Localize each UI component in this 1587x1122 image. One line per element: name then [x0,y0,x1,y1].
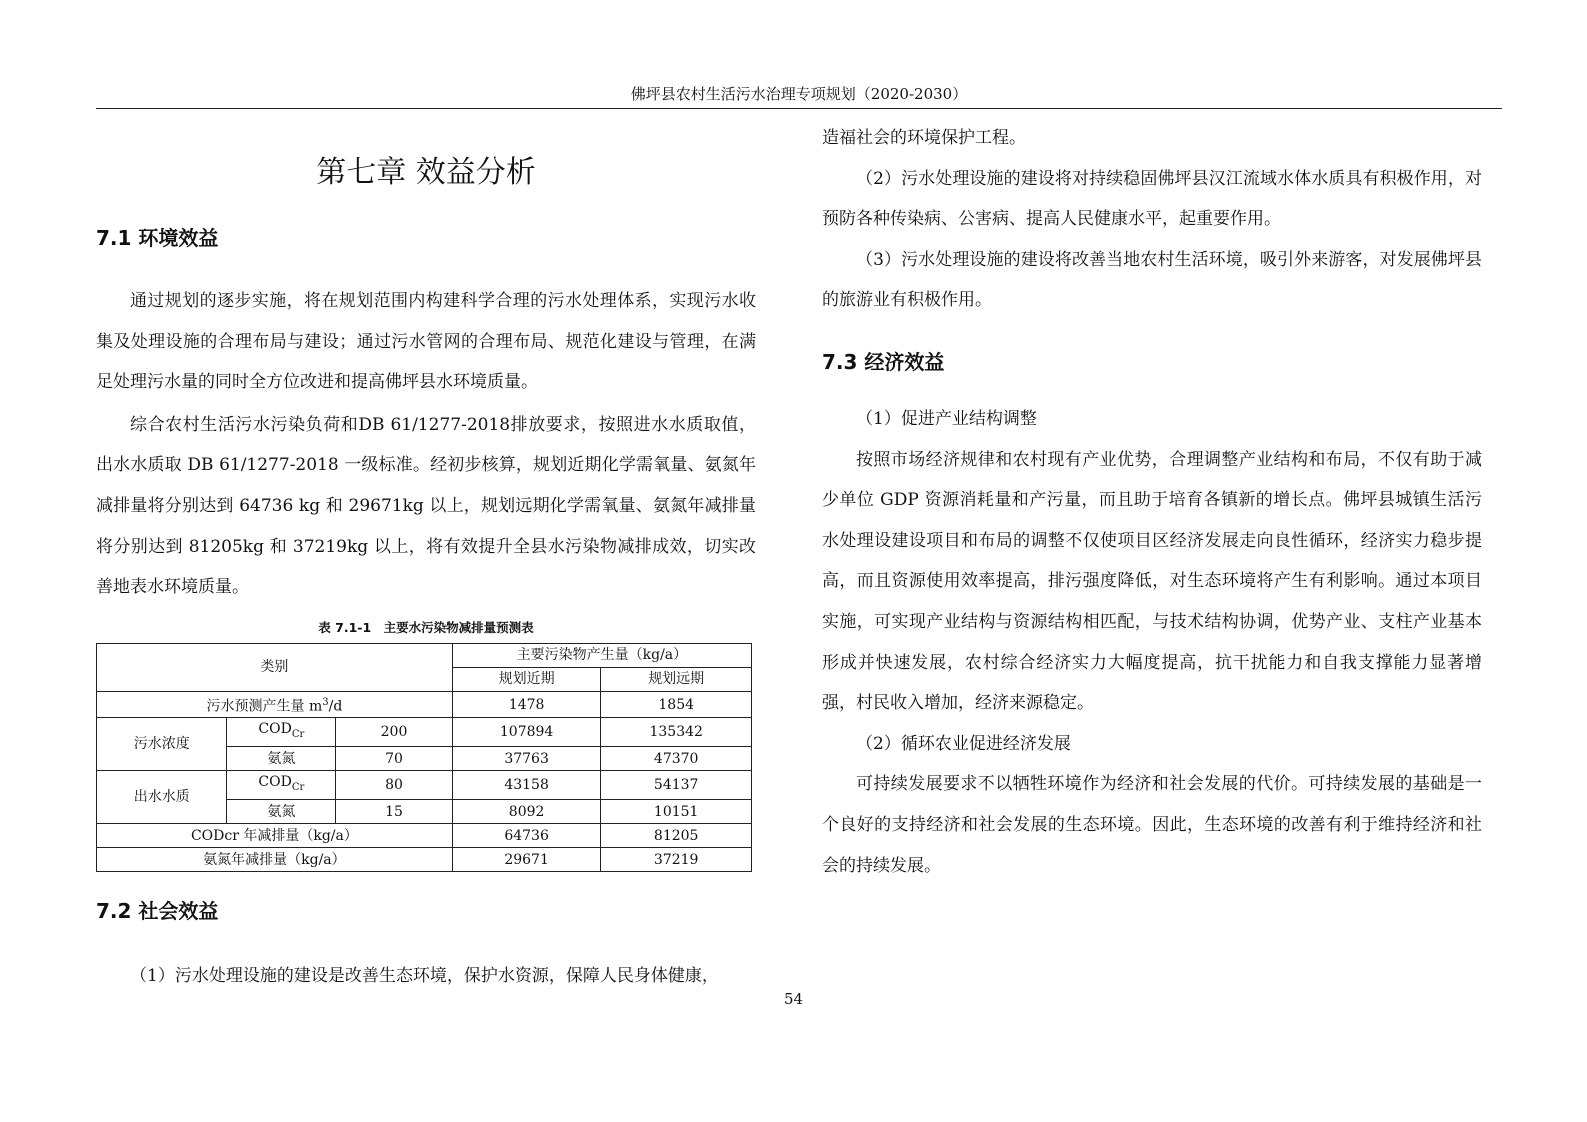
chapter-title: 第七章 效益分析 [316,155,536,190]
table-cell: 15 [336,800,453,824]
table-row [97,691,752,718]
table-cell: $COD_{Cr}$ [227,718,336,747]
table-row [97,824,752,848]
table-cell: 70 [336,747,453,771]
table-cell: 8092 [452,800,601,824]
table-header-category: 类别 [97,643,453,691]
table-cell: 80 [336,771,453,800]
table-cell-group: 污水浓度 [97,718,227,771]
right-column [822,118,1482,886]
table-row [97,643,752,667]
table-cell: 64736 [452,824,601,848]
table-cell: 1854 [601,691,752,718]
section-7-1-heading: 7.1 环境效益 [96,226,219,250]
table-cell: 37763 [452,747,601,771]
table-cell: 43158 [452,771,601,800]
table-cell: $COD_{Cr}$ [227,771,336,800]
table-cell: 氨氮 [227,800,336,824]
section-7-2-paragraph-1: （1）污水处理设施的建设是改善生态环境，保护水资源，保障人民身体健康， [130,966,719,986]
section-7-1-paragraph-2: 综合农村生活污水污染负荷和DB 61/1277-2018排放要求，按照进水水质取值，出水水质取 DB 61/1277-2018 一级标准。经初步核算，规划近期化学需氧量、氨氮年减排量将分别达到 64736 kg 和 29671kg 以上，规划远期化学需氧量、氨氮年减排量将分别达到 81205kg 和 37219kg 以上，将有效提升全县水污染物减排成效，切实改善地表水环境质量。 [96,414,756,598]
table-cell: 107894 [452,718,601,747]
table-header-near: 规划近期 [452,667,601,691]
table-cell: 29671 [452,848,601,872]
table-cell: CODcr 年减排量（kg/a） [97,824,453,848]
table-caption: 表 7.1-1 主要水污染物减排量预测表 [318,619,534,635]
table-row [97,848,752,872]
section-7-2-paragraph-1-cont: 造福社会的环境保护工程。 [822,128,1026,148]
section-7-3-subheading-2: （2）循环农业促进经济发展 [856,733,1071,754]
table-header-far: 规划远期 [601,667,752,691]
pollutant-reduction-table [96,643,752,872]
section-7-3-paragraph-1: 按照市场经济规律和农村现有产业优势，合理调整产业结构和布局，不仅有助于减少单位 GDP 资源消耗量和产污量，而且助于培育各镇新的增长点。佛坪县城镇生活污水处理设建设项目和布局的调整不仅使项目区经济发展走向良性循环，经济实力稳步提高，而且资源使用效率提高，排污强度降低，对生态环境将产生有利影响。通过本项目实施，可实现产业结构与资源结构相匹配，与技术结构协调，优势产业、支柱产业基本形成并快速发展，农村综合经济实力大幅度提高，抗干扰能力和自我支撑能力显著增强，村民收入增加，经济来源稳定。 [822,449,1482,714]
table-cell-group: 出水水质 [97,771,227,824]
section-7-3-heading: 7.3 经济效益 [822,349,945,374]
table-row [97,718,752,747]
table-cell: 10151 [601,800,752,824]
table-cell: 135342 [601,718,752,747]
section-7-2-paragraph-3: （3）污水处理设施的建设将改善当地农村生活环境，吸引外来游客，对发展佛坪县的旅游业有积极作用。 [822,249,1482,311]
table-cell: 200 [336,718,453,747]
section-7-2-heading: 7.2 社会效益 [96,899,219,923]
section-7-1-paragraph-1: 通过规划的逐步实施，将在规划范围内构建科学合理的污水处理体系，实现污水收集及处理设施的合理布局与建设；通过污水管网的合理布局、规范化建设与管理，在满足处理污水量的同时全方位改进和提高佛坪县水环境质量。 [96,291,756,393]
section-7-3-paragraph-2: 可持续发展要求不以牺牲环境作为经济和社会发展的代价。可持续发展的基础是一个良好的支持经济和社会发展的生态环境。因此，生态环境的改善有利于维持经济和社会的持续发展。 [822,774,1482,876]
table-cell: 氨氮 [227,747,336,771]
table-cell: 氨氮年减排量（kg/a） [97,848,453,872]
table-cell: 37219 [601,848,752,872]
page-header: 佛坪县农村生活污水治理专项规划（2020-2030） [96,82,1502,109]
page-number: 54 [783,990,804,1008]
section-7-2-paragraph-2: （2）污水处理设施的建设将对持续稳固佛坪县汉江流域水体水质具有积极作用，对预防各种传染病、公害病、提高人民健康水平，起重要作用。 [822,168,1482,230]
table-header-group: 主要污染物产生量（kg/a） [452,643,751,667]
table-cell: 47370 [601,747,752,771]
table-row [97,771,752,800]
table-cell: 污水预测产生量 $m^3/d$ [97,691,453,718]
table-cell: 54137 [601,771,752,800]
table-cell: 1478 [452,691,601,718]
section-7-3-subheading-1: （1）促进产业结构调整 [856,408,1037,429]
table-cell: 81205 [601,824,752,848]
left-column [96,115,756,997]
